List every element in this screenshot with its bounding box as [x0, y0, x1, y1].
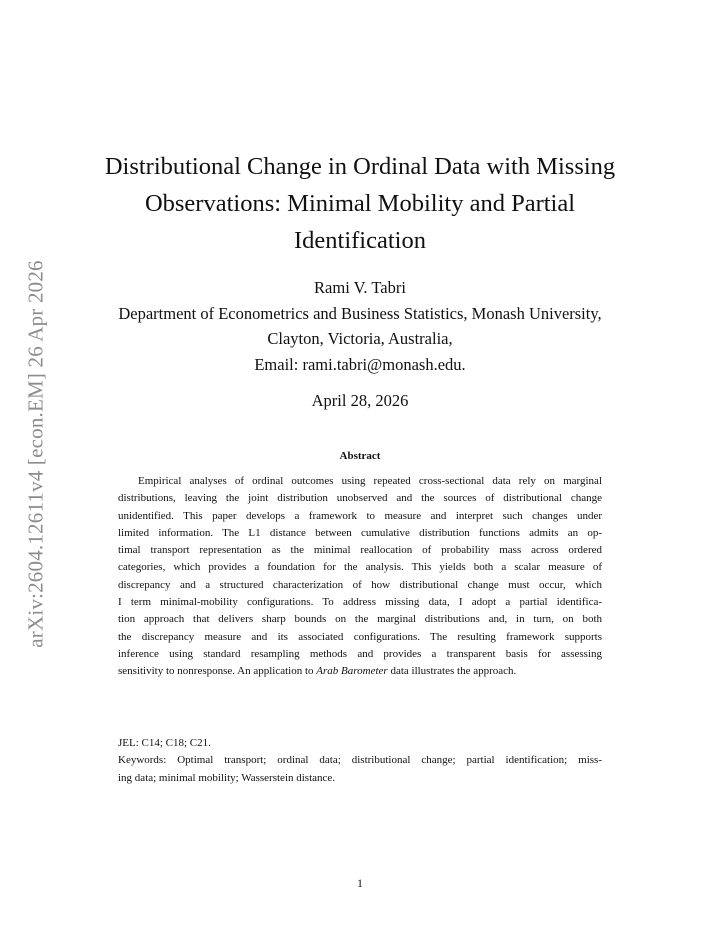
abstract-line: I term minimal-mobility configurations. To address missing data, I adopt a partial identifica-: [118, 596, 602, 609]
abstract-line: limited information. The L1 distance between cumulative distribution functions admits an op-: [118, 526, 602, 539]
keywords-line: Keywords: Optimal transport; ordinal data; distributional change; partial identification; miss-: [118, 754, 602, 767]
author-affiliation: Department of Econometrics and Business Statistics, Monash University,: [118, 303, 602, 323]
abstract-line-final: [118, 663, 602, 680]
arxiv-identifier-text: arXiv:2604.12611v4 [econ.EM] 26 Apr 2026: [23, 260, 48, 648]
abstract-text: data illustrates the approach.: [387, 665, 517, 678]
title-line: Observations: Minimal Mobility and Partial: [144, 190, 576, 217]
abstract-line: discrepancy and a structured characterization of how distributional change must occur, which: [118, 578, 602, 591]
jel-codes: JEL: C14; C18; C21.: [118, 737, 211, 749]
paper-date: April 28, 2026: [311, 391, 409, 410]
abstract-line: timal transport representation as the minimal reallocation of probability mass across ordered: [118, 544, 602, 557]
dataset-name: Arab Barometer: [316, 665, 388, 678]
page-number: 1: [357, 878, 363, 890]
abstract-line: inference using standard resampling methods and provides a transparent basis for assessing: [118, 647, 602, 660]
abstract-line: the discrepancy measure and its associated configurations. The resulting framework supports: [118, 630, 602, 643]
keywords-block: [118, 735, 602, 787]
abstract-line: tion approach that delivers sharp bounds on the marginal distributions and, in turn, on both: [118, 613, 602, 626]
title-line: Distributional Change in Ordinal Data with Missing: [104, 153, 616, 180]
author-email: Email: rami.tabri@monash.edu.: [254, 354, 466, 374]
keywords-line: ing data; minimal mobility; Wasserstein distance.: [118, 771, 336, 784]
abstract-line: unidentified. This paper develops a framework to measure and interpret such changes under: [118, 509, 602, 522]
title-line: Identification: [294, 227, 426, 254]
author-block: [60, 275, 660, 377]
abstract-line: categories, which provides a foundation for the analysis. This yields both a scalar measure of: [118, 561, 602, 574]
author-affiliation: Clayton, Victoria, Australia,: [267, 329, 453, 348]
abstract-heading: Abstract: [339, 450, 381, 462]
abstract-line: Empirical analyses of ordinal outcomes using repeated cross-sectional data rely on marginal: [138, 475, 602, 487]
author-name: Rami V. Tabri: [314, 278, 406, 297]
paper-title: [80, 148, 640, 259]
abstract-body: [118, 473, 602, 681]
abstract-text: sensitivity to nonresponse. An application to: [118, 665, 317, 678]
abstract-line: distributions, leaving the joint distribution unobserved and the sources of distributional change: [118, 492, 602, 505]
